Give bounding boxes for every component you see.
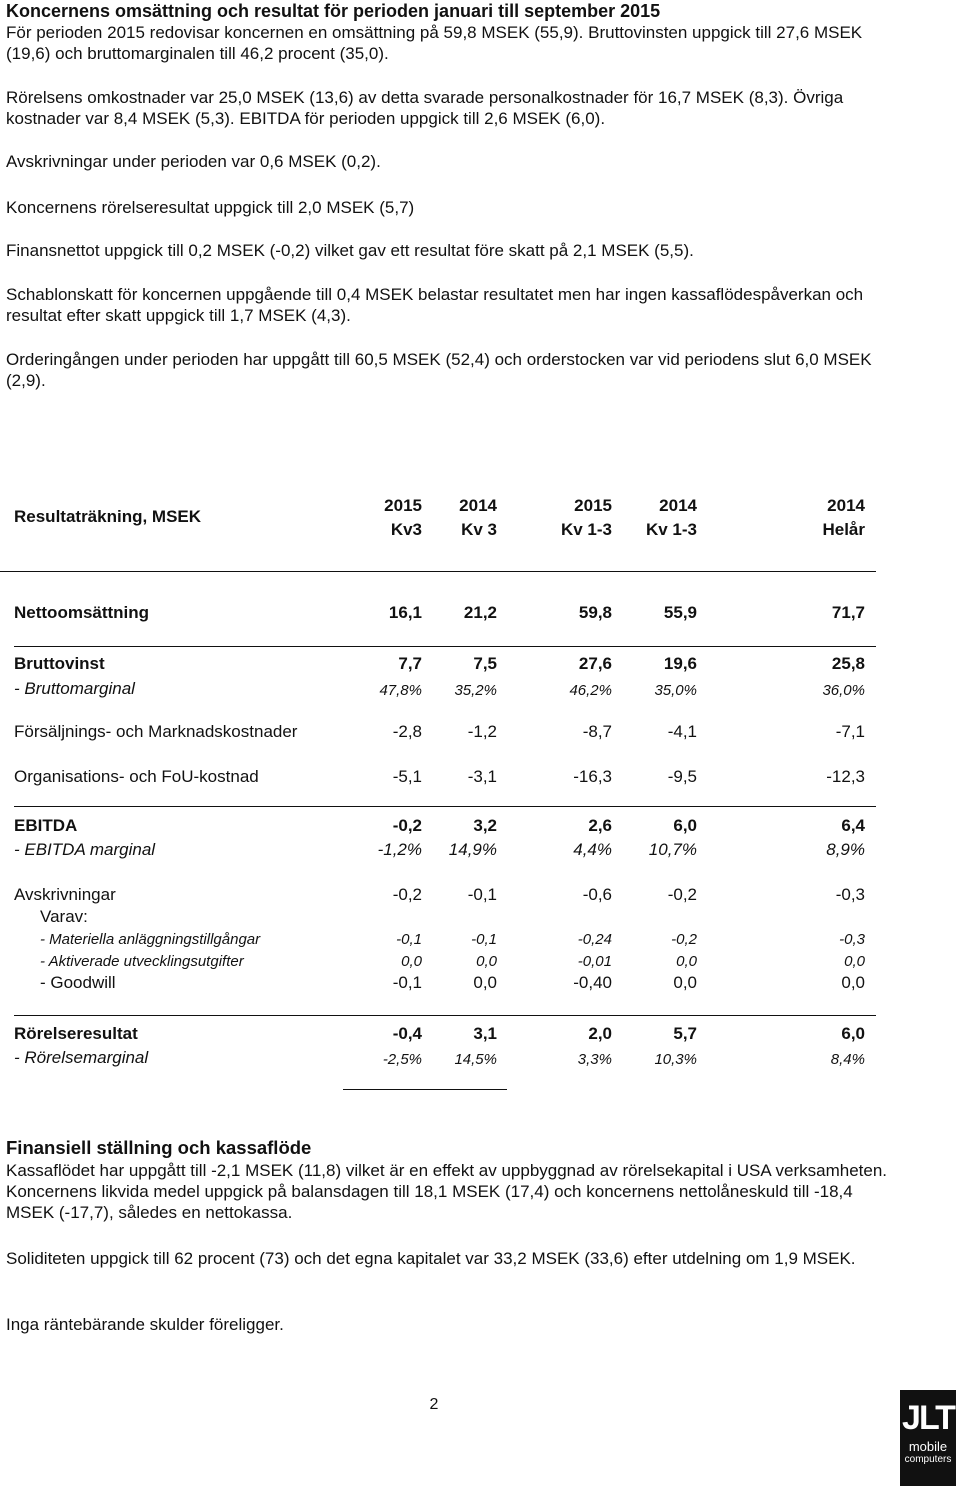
- cell-value: 14,9%: [448, 840, 497, 859]
- cell-value: -1,2%: [377, 840, 422, 859]
- logo-line-1: mobile: [908, 1439, 948, 1454]
- row-label: Försäljnings- och Marknadskostnader: [14, 722, 298, 741]
- cell-value: -0,6: [582, 885, 612, 904]
- cell-value: -0,01: [577, 953, 612, 970]
- cell-value: 71,7: [831, 603, 865, 622]
- table-divider: [343, 1089, 507, 1090]
- paragraph-cashflow: Kassaflödet har uppgått till -2,1 MSEK (11,8) vilket är en effekt av uppbyggnad av rörelsekapital i USA verksamheten. Koncernens likvida medel uppgick på balansdagen till 18,1 MSEK (17,4) och koncernens nettolåneskuld till -18,4 MSEK (-17,7), således en nettokassa.: [6, 1161, 888, 1222]
- table-divider: [14, 646, 876, 647]
- row-label: - Materiella anläggningstillgångar: [40, 931, 261, 948]
- cell-value: 25,8: [831, 654, 865, 673]
- cell-value: 2,0: [588, 1024, 612, 1043]
- row-label: Varav:: [40, 907, 88, 926]
- paragraph-solidity: Soliditeten uppgick till 62 procent (73) och det egna kapitalet var 33,2 MSEK (33,6) efter utdelning om 1,9 MSEK.: [6, 1249, 856, 1268]
- cell-value: 19,6: [663, 654, 697, 673]
- cell-value: 35,0%: [654, 682, 697, 699]
- cell-value: -0,1: [392, 973, 422, 992]
- column-header: 2014 Kv 3: [459, 496, 497, 539]
- cell-value: 0,0: [473, 973, 497, 992]
- cell-value: 35,2%: [454, 682, 497, 699]
- cell-value: 16,1: [388, 603, 422, 622]
- cell-value: -0,3: [839, 931, 865, 948]
- paragraph-financial-net: Finansnettot uppgick till 0,2 MSEK (-0,2) vilket gav ett resultat före skatt på 2,1 MSEK (5,5).: [6, 241, 694, 260]
- row-label: - Goodwill: [40, 973, 116, 992]
- cell-value: -0,24: [577, 931, 612, 948]
- paragraph-tax: Schablonskatt för koncernen uppgående till 0,4 MSEK belastar resultatet men har ingen kassaflödespåverkan och resultat efter skatt uppgick till 1,7 MSEK (4,3).: [6, 285, 864, 325]
- cell-value: 55,9: [663, 603, 697, 622]
- cell-value: -0,3: [835, 885, 865, 904]
- cell-value: -4,1: [667, 722, 697, 741]
- cell-value: 7,5: [473, 654, 497, 673]
- cell-value: 0,0: [673, 973, 697, 992]
- cell-value: -0,1: [396, 931, 422, 948]
- cell-value: -0,40: [573, 973, 612, 992]
- paragraph-operating-result: Koncernens rörelseresultat uppgick till 2,0 MSEK (5,7): [6, 198, 415, 217]
- section-heading-finance: Finansiell ställning och kassaflöde: [6, 1137, 312, 1158]
- cell-value: 0,0: [401, 953, 422, 970]
- row-label: EBITDA: [14, 816, 78, 835]
- cell-value: -3,1: [467, 767, 497, 786]
- cell-value: 0,0: [841, 973, 865, 992]
- cell-value: 10,3%: [654, 1051, 697, 1068]
- cell-value: 8,4%: [830, 1051, 865, 1068]
- row-label: Bruttovinst: [14, 654, 105, 673]
- cell-value: 2,6: [588, 816, 612, 835]
- cell-value: 10,7%: [648, 840, 697, 859]
- logo-line-2: computers: [904, 1454, 952, 1465]
- row-label: - Rörelsemarginal: [14, 1048, 149, 1067]
- cell-value: -1,2: [467, 722, 497, 741]
- cell-value: 0,0: [676, 953, 697, 970]
- column-header: 2015 Kv 1-3: [560, 496, 612, 539]
- cell-value: 7,7: [398, 654, 422, 673]
- row-label: - Bruttomarginal: [14, 679, 135, 698]
- cell-value: 6,0: [841, 1024, 865, 1043]
- cell-value: 0,0: [844, 953, 865, 970]
- cell-value: 21,2: [463, 603, 497, 622]
- table-divider: [14, 1015, 876, 1016]
- row-label: - Aktiverade utvecklingsutgifter: [40, 953, 244, 970]
- cell-value: 59,8: [578, 603, 612, 622]
- cell-value: -0,2: [671, 931, 697, 948]
- cell-value: 47,8%: [379, 682, 422, 699]
- cell-value: -16,3: [573, 767, 612, 786]
- cell-value: -2,5%: [382, 1051, 422, 1068]
- row-label: Avskrivningar: [14, 885, 116, 904]
- cell-value: -7,1: [835, 722, 865, 741]
- cell-value: 27,6: [578, 654, 612, 673]
- paragraph-revenue: För perioden 2015 redovisar koncernen en omsättning på 59,8 MSEK (55,9). Bruttovinsten uppgick till 27,6 MSEK (19,6) och bruttomarginalen till 46,2 procent (35,0).: [6, 23, 863, 63]
- row-label: Organisations- och FoU-kostnad: [14, 767, 259, 786]
- paragraph-debt: Inga räntebärande skulder föreligger.: [6, 1315, 284, 1334]
- row-label: Nettoomsättning: [14, 603, 150, 622]
- cell-value: 0,0: [476, 953, 497, 970]
- company-logo: [900, 1390, 956, 1486]
- paragraph-depreciation: Avskrivningar under perioden var 0,6 MSEK (0,2).: [6, 152, 381, 171]
- logo-mark: JLT: [902, 1399, 954, 1437]
- cell-value: 3,2: [473, 816, 497, 835]
- cell-value: 3,1: [473, 1024, 497, 1043]
- cell-value: -9,5: [667, 767, 697, 786]
- column-header: 2014 Helår: [822, 496, 865, 539]
- cell-value: -0,2: [392, 816, 422, 835]
- cell-value: -0,4: [392, 1024, 422, 1043]
- row-label: Rörelseresultat: [14, 1024, 138, 1043]
- paragraph-costs: Rörelsens omkostnader var 25,0 MSEK (13,6) av detta svarade personalkostnader för 16,7 MSEK (8,3). Övriga kostnader var 8,4 MSEK (5,3). EBITDA för perioden uppgick till 2,6 MSEK (6,0).: [6, 88, 844, 128]
- cell-value: 6,4: [841, 816, 865, 835]
- cell-value: -0,1: [471, 931, 497, 948]
- cell-value: 46,2%: [569, 682, 612, 699]
- cell-value: -12,3: [826, 767, 865, 786]
- column-header: 2015 Kv3: [384, 496, 422, 539]
- cell-value: -5,1: [392, 767, 422, 786]
- cell-value: 4,4%: [573, 840, 612, 859]
- table-title: Resultaträkning, MSEK: [14, 507, 202, 526]
- cell-value: 5,7: [673, 1024, 697, 1043]
- cell-value: -0,2: [392, 885, 422, 904]
- cell-value: 36,0%: [822, 682, 865, 699]
- cell-value: 6,0: [673, 816, 697, 835]
- cell-value: -0,1: [467, 885, 497, 904]
- paragraph-orders: Orderingången under perioden har uppgått till 60,5 MSEK (52,4) och orderstocken var vid periodens slut 6,0 MSEK (2,9).: [6, 350, 872, 390]
- table-divider: [14, 806, 876, 807]
- row-label: - EBITDA marginal: [14, 840, 156, 859]
- cell-value: 8,9%: [826, 840, 865, 859]
- cell-value: -8,7: [582, 722, 612, 741]
- cell-value: 14,5%: [454, 1051, 497, 1068]
- column-header: 2014 Kv 1-3: [645, 496, 697, 539]
- table-divider: [0, 571, 876, 572]
- cell-value: 3,3%: [577, 1051, 612, 1068]
- cell-value: -2,8: [392, 722, 422, 741]
- page-number: 2: [429, 1396, 439, 1413]
- cell-value: -0,2: [667, 885, 697, 904]
- section-heading-results: Koncernens omsättning och resultat för perioden januari till september 2015: [6, 1, 661, 21]
